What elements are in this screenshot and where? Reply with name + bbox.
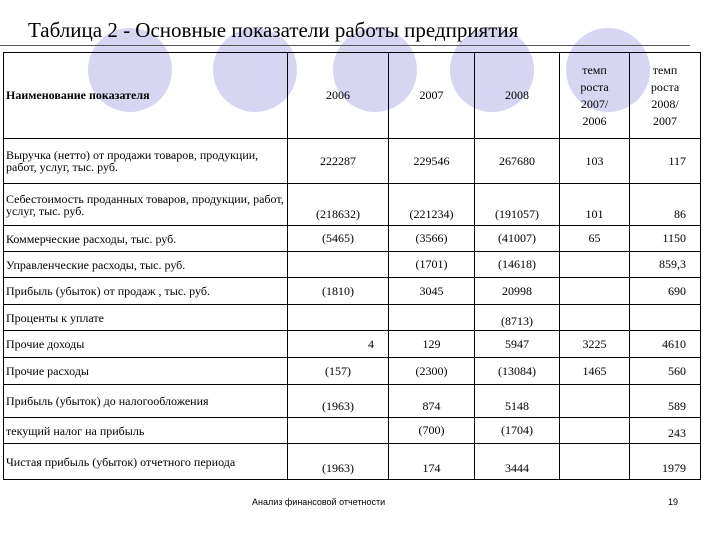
cell-growth1: 103 — [560, 139, 630, 184]
cell-2006: 222287 — [288, 139, 389, 184]
cell-growth1 — [560, 418, 630, 444]
cell-growth2: 1979 — [630, 444, 701, 480]
header-year-2008: 2008 — [475, 53, 560, 139]
table-row — [4, 278, 701, 305]
table-row — [4, 444, 701, 480]
cell-2008: 267680 — [475, 139, 560, 184]
row-label: Коммерческие расходы, тыс. руб. — [4, 226, 288, 252]
cell-growth1 — [560, 252, 630, 278]
cell-2008: (1704) — [475, 418, 560, 444]
header-growth2-line1: темп — [652, 62, 678, 77]
cell-2008: (191057) — [475, 184, 560, 226]
row-label: Себестоимость проданных товаров, продукции, работ, услуг, тыс. руб. — [4, 184, 288, 226]
row-label: Чистая прибыль (убыток) отчетного периода — [4, 444, 288, 480]
cell-growth1: 1465 — [560, 358, 630, 385]
header-growth2-line3: 2008/ — [651, 96, 679, 111]
cell-2007: 129 — [389, 331, 475, 358]
row-label: Прибыль (убыток) от продаж , тыс. руб. — [4, 278, 288, 305]
cell-growth2: 1150 — [630, 226, 701, 252]
cell-2007: (3566) — [389, 226, 475, 252]
footer-caption: Анализ финансовой отчетности — [252, 497, 386, 507]
row-label: Прибыль (убыток) до налогообложения — [4, 385, 288, 418]
cell-2008: (13084) — [475, 358, 560, 385]
table-row — [4, 418, 701, 444]
cell-2008: 5148 — [475, 385, 560, 418]
cell-growth2 — [630, 305, 701, 331]
header-year-2006: 2006 — [288, 53, 389, 139]
cell-growth1 — [560, 385, 630, 418]
header-year-2007: 2007 — [389, 53, 475, 139]
row-label: Проценты к уплате — [4, 305, 288, 331]
cell-growth2: 117 — [630, 139, 701, 184]
header-growth2-line4: 2007 — [653, 113, 677, 128]
header-growth-2007-2006 — [560, 53, 630, 139]
table-row — [4, 358, 701, 385]
cell-growth2: 243 — [630, 418, 701, 444]
cell-2007: 3045 — [389, 278, 475, 305]
cell-2006: (1963) — [288, 385, 389, 418]
page-number: 19 — [668, 497, 679, 507]
table-row — [4, 139, 701, 184]
cell-growth1 — [560, 444, 630, 480]
cell-2006: (1963) — [288, 444, 389, 480]
row-label: текущий налог на прибыль — [4, 418, 288, 444]
cell-growth1 — [560, 278, 630, 305]
cell-2006: (157) — [288, 358, 389, 385]
page-title: Таблица 2 - Основные показатели работы предприятия — [28, 18, 519, 42]
table-row — [4, 331, 701, 358]
cell-2006: (218632) — [288, 184, 389, 226]
cell-2007: (1701) — [389, 252, 475, 278]
indicators-table — [3, 52, 701, 480]
cell-2006: (5465) — [288, 226, 389, 252]
cell-2006 — [288, 305, 389, 331]
cell-2007: 874 — [389, 385, 475, 418]
cell-growth2: 4610 — [630, 331, 701, 358]
cell-growth1: 65 — [560, 226, 630, 252]
cell-growth1: 101 — [560, 184, 630, 226]
cell-2007 — [389, 305, 475, 331]
cell-2006: 4 — [288, 331, 389, 358]
header-growth1-line3: 2007/ — [580, 96, 609, 111]
header-indicator-name: Наименование показателя — [4, 53, 288, 139]
header-growth2-line2: роста — [650, 79, 680, 94]
cell-growth1 — [560, 305, 630, 331]
table-row — [4, 305, 701, 331]
cell-2007: 174 — [389, 444, 475, 480]
cell-2008: 20998 — [475, 278, 560, 305]
cell-2007: 229546 — [389, 139, 475, 184]
cell-2006 — [288, 418, 389, 444]
cell-2008: (41007) — [475, 226, 560, 252]
table-body — [4, 53, 701, 480]
table-row — [4, 226, 701, 252]
cell-2007: (221234) — [389, 184, 475, 226]
cell-2008: (8713) — [475, 305, 560, 331]
cell-growth2: 86 — [630, 184, 701, 226]
cell-growth2: 560 — [630, 358, 701, 385]
cell-growth2: 690 — [630, 278, 701, 305]
title-divider — [0, 45, 690, 46]
cell-growth1: 3225 — [560, 331, 630, 358]
table-row — [4, 184, 701, 226]
cell-2008: 3444 — [475, 444, 560, 480]
header-growth1-line4: 2006 — [582, 113, 607, 128]
cell-growth2: 859,3 — [630, 252, 701, 278]
cell-growth2: 589 — [630, 385, 701, 418]
table-header-row — [4, 53, 701, 139]
header-growth1-line1: темп — [582, 62, 607, 77]
cell-2007: (2300) — [389, 358, 475, 385]
row-label: Управленческие расходы, тыс. руб. — [4, 252, 288, 278]
cell-2008: (14618) — [475, 252, 560, 278]
cell-2007: (700) — [389, 418, 475, 444]
header-growth-2008-2007 — [630, 53, 701, 139]
table-row — [4, 252, 701, 278]
table-row — [4, 385, 701, 418]
header-growth1-line2: роста — [580, 79, 609, 94]
row-label: Выручка (нетто) от продажи товаров, продукции, работ, услуг, тыс. руб. — [4, 139, 288, 184]
cell-2006: (1810) — [288, 278, 389, 305]
row-label: Прочие доходы — [4, 331, 288, 358]
row-label: Прочие расходы — [4, 358, 288, 385]
cell-2008: 5947 — [475, 331, 560, 358]
cell-2006 — [288, 252, 389, 278]
